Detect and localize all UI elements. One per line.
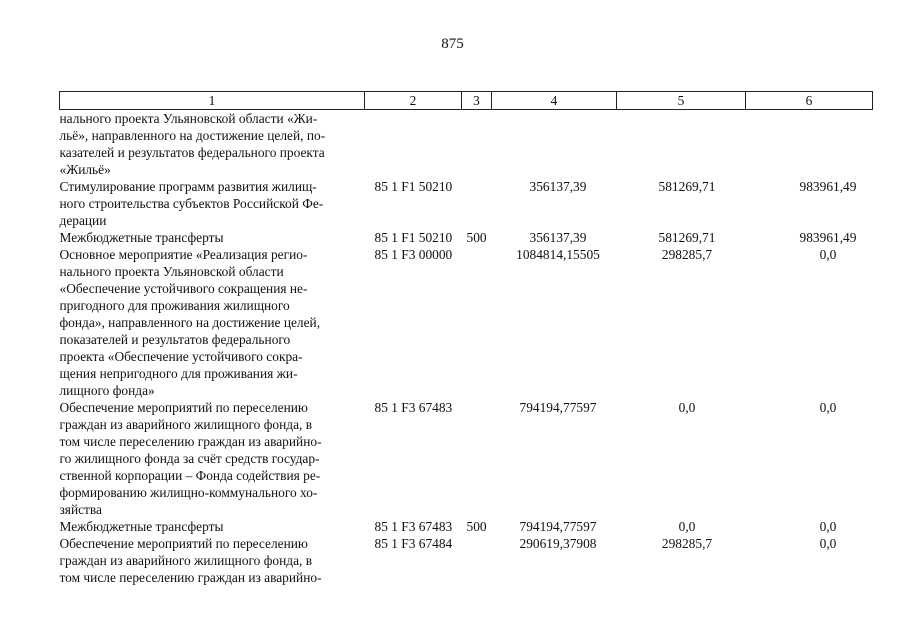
description-line: Межбюджетные трансферты bbox=[59, 230, 224, 245]
row-expense-type bbox=[462, 399, 492, 518]
row-value-col4: 356137,39 bbox=[529, 179, 587, 194]
description-line: зяйства bbox=[59, 502, 102, 517]
table-row bbox=[60, 399, 873, 518]
row-code: 85 1 F3 00000 bbox=[374, 247, 453, 262]
row-value-col5: 0,0 bbox=[678, 519, 696, 534]
row-description bbox=[60, 399, 365, 518]
row-description bbox=[60, 110, 365, 179]
description-line: дерации bbox=[59, 213, 107, 228]
row-value-col6: 0,0 bbox=[819, 536, 837, 551]
row-description bbox=[60, 246, 365, 399]
description-line: проекта «Обеспечение устойчивого сокра- bbox=[59, 349, 303, 364]
table-row bbox=[60, 518, 873, 535]
description-line: Обеспечение мероприятий по переселению bbox=[59, 536, 308, 551]
row-value-col4: 356137,39 bbox=[529, 230, 587, 245]
description-line: «Обеспечение устойчивого сокращения не- bbox=[59, 281, 308, 296]
description-line: граждан из аварийного жилищного фонда, в bbox=[59, 417, 313, 432]
table-row bbox=[60, 110, 873, 179]
header-col-2: 2 bbox=[365, 92, 462, 110]
header-col-6: 6 bbox=[746, 92, 873, 110]
row-description bbox=[60, 518, 365, 535]
row-description bbox=[60, 178, 365, 229]
row-value-col4 bbox=[492, 110, 617, 179]
row-value-col5: 581269,71 bbox=[658, 179, 716, 194]
row-value-col6: 983961,49 bbox=[799, 179, 857, 194]
table-header bbox=[60, 92, 873, 110]
row-value-col4: 1084814,15505 bbox=[516, 247, 600, 262]
row-value-col4: 290619,37908 bbox=[519, 536, 597, 551]
row-expense-type: 500 bbox=[466, 519, 487, 534]
row-value-col6: 0,0 bbox=[819, 519, 837, 534]
table-row bbox=[60, 535, 873, 586]
header-row bbox=[60, 92, 873, 110]
description-line: формированию жилищно-коммунального хо- bbox=[59, 485, 318, 500]
description-line: том числе переселению граждан из аварийно- bbox=[59, 570, 322, 585]
row-code: 85 1 F1 50210 bbox=[374, 179, 453, 194]
description-line: пригодного для проживания жилищного bbox=[59, 298, 290, 313]
header-col-1: 1 bbox=[60, 92, 365, 110]
row-code: 85 1 F1 50210 bbox=[374, 230, 453, 245]
row-value-col6: 0,0 bbox=[819, 247, 837, 262]
description-line: том числе переселению граждан из аварийно- bbox=[59, 434, 322, 449]
row-expense-type bbox=[462, 110, 492, 179]
description-line: лищного фонда» bbox=[59, 383, 155, 398]
row-description bbox=[60, 229, 365, 246]
row-value-col5 bbox=[617, 110, 746, 179]
header-col-3: 3 bbox=[462, 92, 492, 110]
row-expense-type bbox=[462, 246, 492, 399]
budget-table bbox=[59, 91, 873, 586]
row-value-col6: 983961,49 bbox=[799, 230, 857, 245]
row-value-col6 bbox=[746, 110, 873, 179]
row-value-col5: 298285,7 bbox=[661, 536, 713, 551]
description-line: льё», направленного на достижение целей, по- bbox=[59, 128, 326, 143]
description-line: «Жильё» bbox=[59, 162, 111, 177]
header-col-5: 5 bbox=[617, 92, 746, 110]
row-value-col5: 581269,71 bbox=[658, 230, 716, 245]
page-number: 875 bbox=[441, 36, 464, 52]
table-body bbox=[60, 110, 873, 587]
row-code: 85 1 F3 67483 bbox=[374, 400, 453, 415]
description-line: ного строительства субъектов Российской Фе- bbox=[59, 196, 324, 211]
row-code bbox=[365, 110, 462, 179]
row-value-col4: 794194,77597 bbox=[519, 519, 597, 534]
row-description bbox=[60, 535, 365, 586]
description-line: Межбюджетные трансферты bbox=[59, 519, 224, 534]
row-expense-type bbox=[462, 178, 492, 229]
row-expense-type: 500 bbox=[466, 230, 487, 245]
row-expense-type bbox=[462, 535, 492, 586]
description-line: казателей и результатов федерального проекта bbox=[59, 145, 325, 160]
table-row bbox=[60, 246, 873, 399]
row-value-col5: 0,0 bbox=[678, 400, 696, 415]
description-line: граждан из аварийного жилищного фонда, в bbox=[59, 553, 313, 568]
description-line: нального проекта Ульяновской области bbox=[59, 264, 284, 279]
description-line: Основное мероприятие «Реализация регио- bbox=[59, 247, 308, 262]
description-line: ственной корпорации – Фонда содействия ре- bbox=[59, 468, 321, 483]
description-line: показателей и результатов федерального bbox=[59, 332, 291, 347]
row-value-col4: 794194,77597 bbox=[519, 400, 597, 415]
row-code: 85 1 F3 67484 bbox=[374, 536, 453, 551]
row-code: 85 1 F3 67483 bbox=[374, 519, 453, 534]
table-row bbox=[60, 178, 873, 229]
row-value-col6: 0,0 bbox=[819, 400, 837, 415]
header-col-4: 4 bbox=[492, 92, 617, 110]
description-line: Стимулирование программ развития жилищ- bbox=[59, 179, 317, 194]
table-row bbox=[60, 229, 873, 246]
description-line: нального проекта Ульяновской области «Жи- bbox=[59, 111, 318, 126]
row-value-col5: 298285,7 bbox=[661, 247, 713, 262]
description-line: го жилищного фонда за счёт средств государ- bbox=[59, 451, 320, 466]
description-line: Обеспечение мероприятий по переселению bbox=[59, 400, 308, 415]
description-line: фонда», направленного на достижение целей, bbox=[59, 315, 321, 330]
description-line: щения непригодного для проживания жи- bbox=[59, 366, 298, 381]
